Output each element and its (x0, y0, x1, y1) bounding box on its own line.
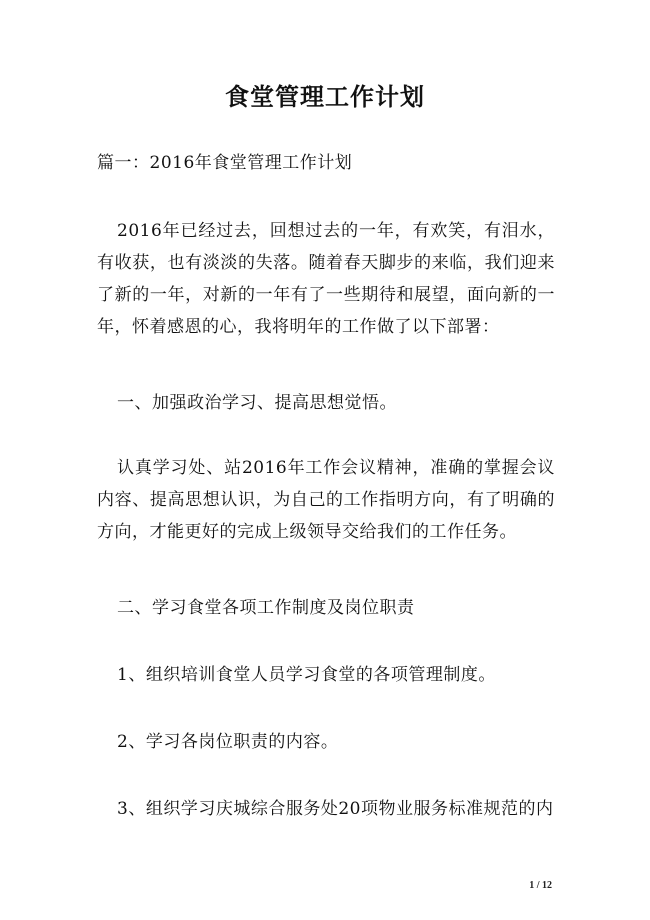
section-heading: 篇一：2016年食堂管理工作计划 (97, 153, 353, 173)
list-item-standards: 3、组织学习庆城综合服务处20项物业服务标准规范的内 (117, 799, 554, 819)
list-item-duties: 2、学习各岗位职责的内容。 (117, 732, 339, 752)
page-number: 1 / 12 (529, 880, 552, 891)
heading-political-study: 一、加强政治学习、提高思想觉悟。 (117, 393, 397, 413)
paragraph-intro: 2016年已经过去，回想过去的一年，有欢笑，有泪水，有收获，也有淡淡的失落。随着春天脚步的来临，我们迎来了新的一年，对新的一年有了一些期待和展望，面向新的一年，怀着感恩的心，我将明年的工作做了以下部署： (97, 221, 555, 337)
list-item-training: 1、组织培训食堂人员学习食堂的各项管理制度。 (117, 665, 496, 685)
paragraph-meeting-spirit: 认真学习处、站2016年工作会议精神，准确的掌握会议内容、提高思想认识，为自己的工作指明方向，有了明确的方向，才能更好的完成上级领导交给我们的工作任务。 (97, 458, 555, 542)
heading-rules-duties: 二、学习食堂各项工作制度及岗位职责 (117, 598, 415, 618)
document-title: 食堂管理工作计划 (225, 82, 425, 111)
